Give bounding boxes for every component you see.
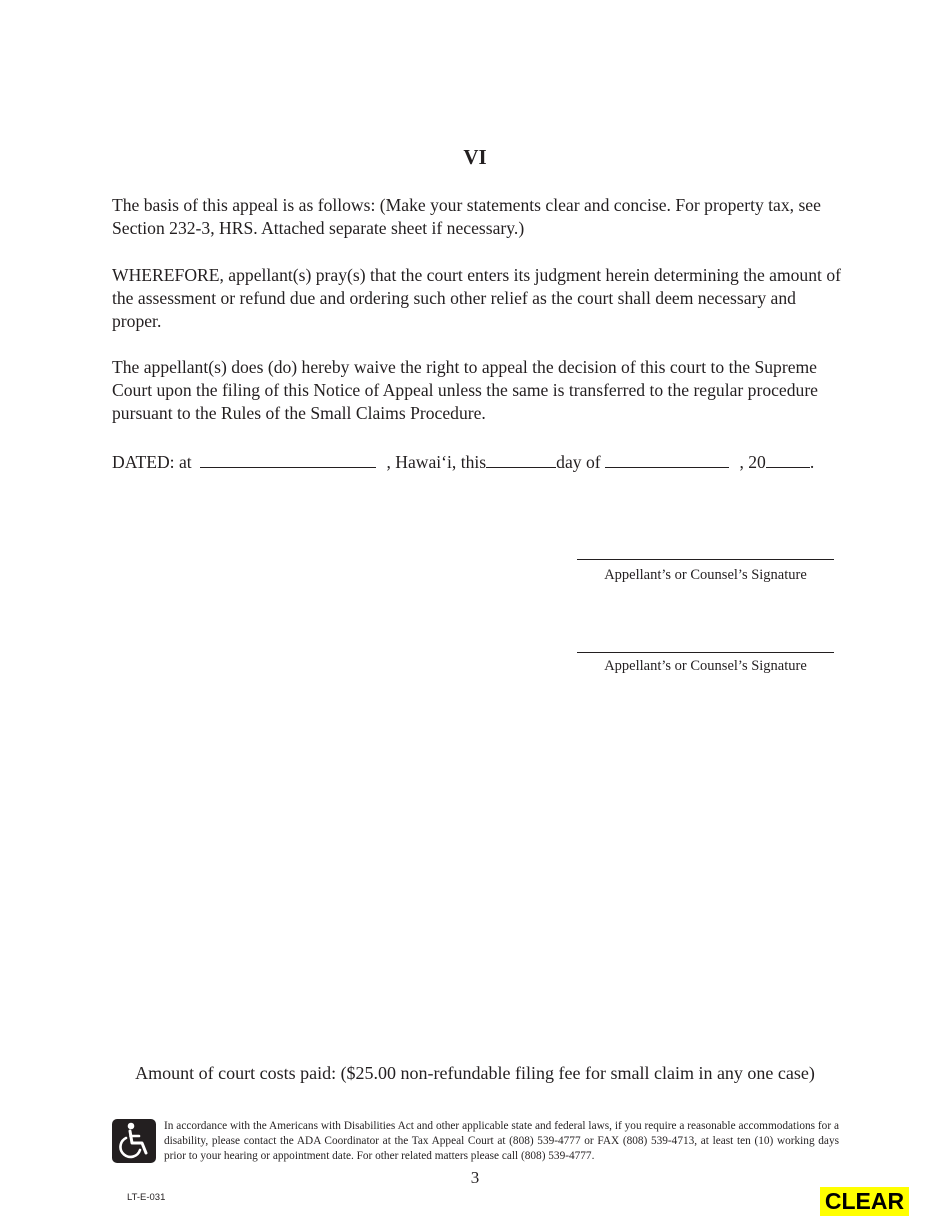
ada-notice: In accordance with the Americans with Disabilities Act and other applicable state and federal laws, if you require a reasonable accommodations for a disability, please contact the ADA Coordinator at the Tax Appeal Court at (808) 539-4777 or FAX (808) 539-4713, at least ten (10) working days prior to your hearing or appointment date. For other related matters please call (808) 539-4777. <box>164 1120 839 1162</box>
dated-hawaii-text: , Hawai‘i, this <box>386 452 487 472</box>
dated-year-field[interactable] <box>766 450 810 468</box>
signature-line-1[interactable] <box>577 559 834 560</box>
page-number: 3 <box>470 1168 480 1187</box>
dated-suffix: . <box>809 452 815 472</box>
dated-line <box>112 450 842 474</box>
dated-day-field[interactable] <box>486 450 556 468</box>
wherefore-paragraph: WHEREFORE, appellant(s) pray(s) that the court enters its judgment herein determining the amount of the assessment or refund due and ordering such other relief as the court shall deem necessary and proper. <box>112 265 841 332</box>
dated-month-field[interactable] <box>605 450 729 468</box>
signature-line-2[interactable] <box>577 652 834 653</box>
dated-day-of-text: day of <box>556 452 601 472</box>
form-id: LT-E-031 <box>127 1192 166 1203</box>
dated-year-prefix: , 20 <box>739 452 766 472</box>
signature-label-2: Appellant’s or Counsel’s Signature <box>604 658 807 674</box>
section-heading: VI <box>463 145 487 169</box>
court-costs-text: Amount of court costs paid: ($25.00 non-refundable filing fee for small claim in any one case) <box>135 1063 815 1083</box>
dated-location-field[interactable] <box>200 450 376 468</box>
wheelchair-accessibility-icon <box>112 1119 156 1163</box>
basis-paragraph: The basis of this appeal is as follows: (Make your statements clear and concise. For property tax, see Section 232-3, HRS. Attached separate sheet if necessary.) <box>112 195 821 239</box>
waiver-paragraph: The appellant(s) does (do) hereby waive the right to appeal the decision of this court to the Supreme Court upon the filing of this Notice of Appeal unless the same is transferred to the regular procedure pursuant to the Rules of the Small Claims Procedure. <box>112 357 818 424</box>
dated-prefix: DATED: at <box>112 452 192 472</box>
signature-label-1: Appellant’s or Counsel’s Signature <box>604 567 807 583</box>
clear-button[interactable]: CLEAR <box>820 1187 909 1216</box>
